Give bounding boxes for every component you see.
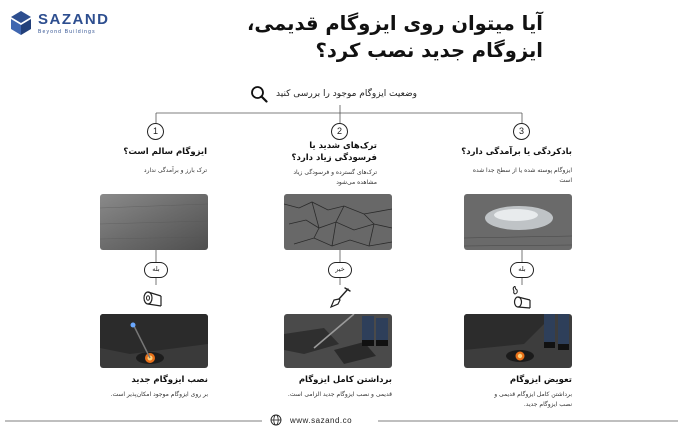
condition-title-2: ترک‌های شدید یا فرسودگی زیاد دارد؟ (291, 141, 377, 163)
new-install-photo (100, 314, 208, 368)
cracked-roof-photo (284, 194, 392, 250)
step-number-1: 1 (147, 123, 164, 140)
result-title-1: نصب ایزوگام جدید (131, 375, 208, 385)
result-desc-1: بر روی ایزوگام موجود امکان‌پذیر است. (110, 391, 208, 398)
condition-desc-1: ترک بارز و برآمدگی ندارد (143, 167, 207, 174)
torch-roll-icon (509, 286, 533, 310)
roll-icon (141, 286, 165, 310)
answer-pill-2: خیر (328, 262, 352, 278)
removal-photo (284, 314, 392, 368)
brand-tagline: Beyond Buildings (38, 28, 96, 35)
shovel-icon (328, 286, 352, 310)
condition-desc-3: ایزوگام پوسته شده یا از سطح جدا شده است (472, 167, 572, 184)
prompt-text: وضعیت ایزوگام موجود را بررسی کنید (276, 89, 417, 99)
condition-title-3: بادکردگی یا برآمدگی دارد؟ (461, 147, 572, 157)
globe-icon (270, 414, 282, 426)
step-number-3: 3 (513, 123, 530, 140)
condition-title-1: ایزوگام سالم است؟ (123, 147, 207, 157)
condition-desc-2: ترک‌های گسترده و فرسودگی زیاد مشاهده می‌شود (293, 169, 377, 186)
result-title-2: برداشتن کامل ایزوگام (298, 375, 392, 385)
result-title-3: تعویض ایزوگام (509, 375, 572, 385)
healthy-roof-photo (100, 194, 208, 250)
footer-url[interactable]: www.sazand.co (290, 415, 353, 425)
replacement-photo (464, 314, 572, 368)
step-number-2: 2 (331, 123, 348, 140)
answer-pill-3: بله (510, 262, 534, 278)
result-desc-2: قدیمی و نصب ایزوگام جدید الزامی است. (287, 391, 392, 398)
brand-name: SAZAND (38, 10, 110, 28)
footer (270, 414, 352, 426)
page-title: آیا میتوان روی ایزوگام قدیمی، ایزوگام جدید نصب کرد؟ (246, 12, 543, 62)
answer-pill-1: بله (144, 262, 168, 278)
blistered-roof-photo (464, 194, 572, 250)
result-desc-3: برداشتن کامل ایزوگام قدیمی و نصب ایزوگام جدید. (494, 391, 572, 408)
